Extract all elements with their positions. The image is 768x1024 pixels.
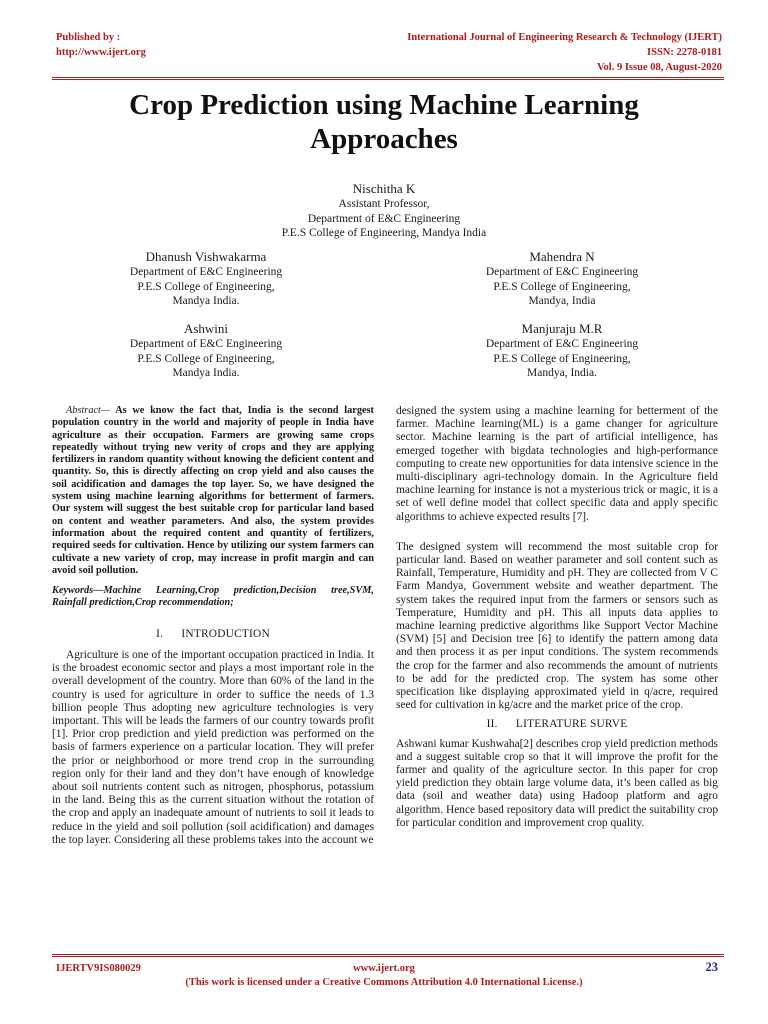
abstract-paragraph (52, 405, 374, 577)
abstract-lead: Abstract— (66, 405, 111, 416)
author-affiliation: Mandya India. (172, 367, 240, 379)
author-affiliation: Mandya, India. (527, 367, 597, 379)
author-affiliation: Department of E&C Engineering (307, 212, 461, 225)
left-column (52, 405, 374, 847)
header-divider (52, 77, 724, 78)
author-name: Manjuraju M.R (521, 321, 603, 336)
publisher-block (56, 30, 146, 60)
header-divider-secondary (52, 79, 724, 80)
footer-site-link[interactable]: www.ijert.org (353, 963, 415, 974)
system-paragraph: The designed system will recommend the most suitable crop for particular land. Based on weather parameter and soil content such as Rainfall, Temperature, Humidity and pH. They are collected from V C Farm Mandya, Government website and weather department. The system takes the required input from the farmers or sensors such as Temperature, Humidity and pH. This all inputs data applies to machine learning predictive algorithms like Support Vector Machine (SVM) [5] and Decision tree [6] to identify the pattern among data and then process it as per input conditions. The system recommends the crop for the farmer and also recommends the amount of nutrients to be add for the predicted crop. The system has some other specification like displaying approximated yield in q/acre, required seed for cultivation in kg/acre and the market price of the crop. (396, 540, 718, 712)
literature-paragraph: Ashwani kumar Kushwaha[2] describes crop yield prediction methods and a suggest suitable crop so that it will improve the profit for the farmer and quality of the agriculture sector. In this paper for crop yield prediction they obtain large volume data, it’s been called as big data (soil and weather data) using Hadoop platform and agro algorithm. Hence based repository data will predict the suitability crop for particular condition and improvement crop quality. (396, 737, 719, 829)
author-affiliation: P.E.S College of Engineering, (137, 280, 275, 293)
author-affiliation: P.E.S College of Engineering, (137, 352, 275, 365)
author-block (452, 248, 672, 309)
intro-paragraph-continued: designed the system using a machine learning for betterment of the farmer. Machine learning(ML) is a game changer for agriculture sector. Machine learning is the part of artificial intelligence, has emerged together with bigdata technologies and high-performance computing to create new opportunities for data intensive science in the multi-disciplinary agri-technology domain. In the Agriculture field machine learning for instance is not a mysterious trick or magic, it is a set of well define model that collect specific data and apply specific algorithms to achieve expected results [7]. (396, 405, 718, 523)
page-number: 23 (705, 960, 718, 974)
author-affiliation: P.E.S College of Engineering, Mandya India (281, 227, 487, 239)
author-block-main (234, 180, 534, 241)
author-affiliation: Department of E&C Engineering (485, 338, 639, 350)
journal-block (407, 30, 722, 75)
abstract-text: As we know the fact that, India is the second largest population country in the world and majority of people in India have agriculture as their occupation. Farmers are growing same crops repeatedly without trying new verity of crops and they are applying fertilizers in random quantity without knowing the deficient content and quantity. So, this is directly affecting on crop yield and also causes the soil acidification and damages the top layer. So, we have designed the system using machine learning algorithms for betterment of farmers. Our system will suggest the best suitable crop for particular land based on content and weather parameters. And also, the system provides information about the required content and quantity of fertilizers, required seeds for cultivation. Hence by utilizing our system farmers can cultivate a new variety of crop, may increase in profit margin and can avoid soil pollution. (52, 405, 374, 576)
footer-divider (52, 954, 724, 955)
author-name: Ashwini (183, 321, 229, 336)
author-affiliation: Department of E&C Engineering (485, 266, 639, 278)
license-notice: (This work is licensed under a Creative Commons Attribution 4.0 International License.) (185, 977, 583, 988)
author-name: Nischitha K (352, 181, 416, 196)
author-affiliation: Department of E&C Engineering (129, 266, 283, 278)
intro-paragraph: Agriculture is one of the important occupation practiced in India. It is the broadest economic sector and plays a most important role in the overall development of the country. More than 60% of the land in the country is used for agriculture in order to suffice the needs of 1.3 billion people Thus adopting new agriculture technologies is very important. This will be leads the farmers of our country towards profit [1]. Prior crop prediction and yield prediction was performed on the basis of farmers experience on a particular location. They will prefer the prior or neighborhood or more trend crop in the surrounding region only for their land and they don’t have enough of knowledge about soil nutrients content such as nitrogen, phosphorus, potassium in the land. Being this as the current situation without the rotation of the crop and apply an inadequate amount of nutrients to soil it leads to reduce in the yield and soil pollution (soil acidification) and damages the top layer. Considering all these problems takes into the account we (52, 648, 374, 846)
paper-title: Crop Prediction using Machine Learning Approaches (129, 89, 639, 155)
section-heading-introduction: I. INTRODUCTION (156, 627, 270, 640)
author-affiliation: Mandya, India (528, 295, 596, 307)
author-block (96, 248, 316, 309)
issn-label: ISSN: 2278-0181 (647, 47, 722, 58)
author-block (452, 320, 672, 381)
keywords-paragraph: Keywords—Machine Learning,Crop prediction,Decision tree,SVM, Rainfall prediction,Crop recommendation; (52, 585, 374, 609)
publisher-url-link[interactable]: http://www.ijert.org (56, 47, 146, 58)
author-affiliation: P.E.S College of Engineering, (493, 280, 631, 293)
author-affiliation: Mandya India. (172, 295, 240, 307)
published-by-label: Published by : (56, 32, 121, 43)
right-column (396, 405, 718, 830)
author-name: Mahendra N (529, 249, 595, 264)
author-affiliation: P.E.S College of Engineering, (493, 352, 631, 365)
footer-divider-secondary (52, 956, 724, 957)
volume-label: Vol. 9 Issue 08, August-2020 (596, 62, 722, 73)
author-name: Dhanush Vishwakarma (145, 249, 267, 264)
section-heading-literature: II. LITERATURE SURVE (486, 718, 628, 731)
author-block (96, 320, 316, 381)
journal-name: International Journal of Engineering Research & Technology (IJERT) (407, 32, 722, 43)
author-affiliation: Assistant Professor, (338, 198, 430, 210)
paper-id-label: IJERTV9IS080029 (56, 963, 141, 974)
author-affiliation: Department of E&C Engineering (129, 338, 283, 350)
